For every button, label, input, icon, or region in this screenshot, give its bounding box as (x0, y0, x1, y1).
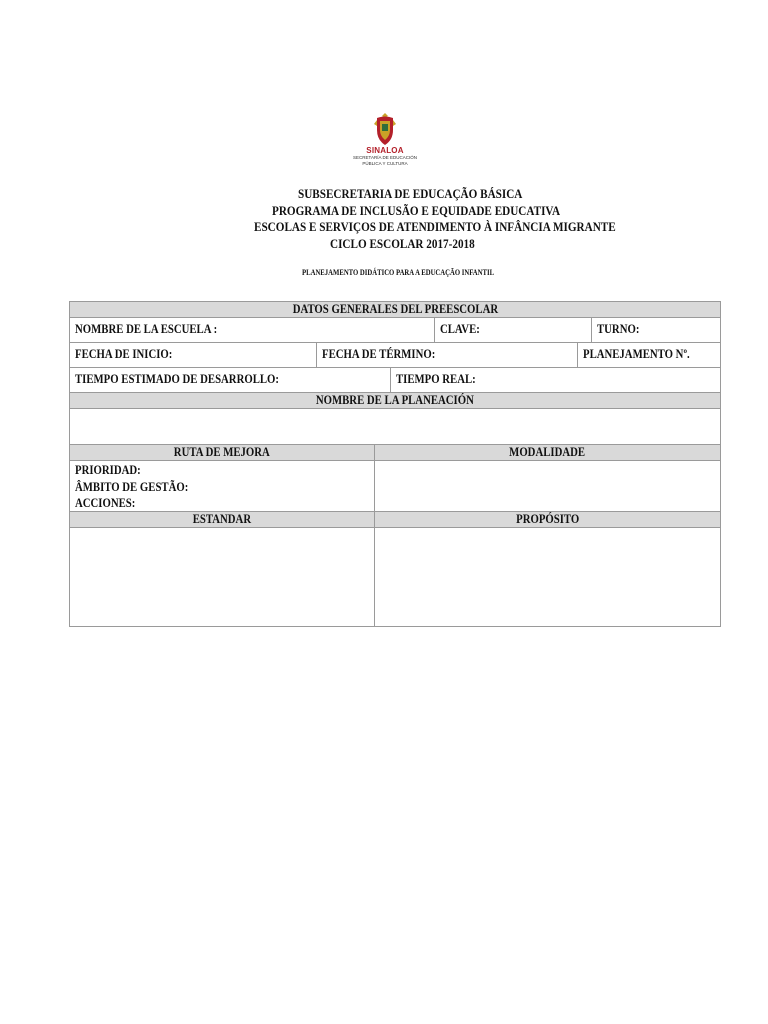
start-date-field[interactable] (69, 342, 317, 368)
document-subtitle: PLANEJAMENTO DIDÁTICO PARA A EDUCAÇÃO INFANTIL (302, 268, 495, 277)
plan-number-label: PLANEJAMENTO Nº. (583, 347, 690, 361)
plan-name-title: NOMBRE DE LA PLANEACIÓN (315, 393, 474, 407)
actions-label: ACCIONES: (75, 496, 136, 510)
route-title: RUTA DE MEJORA (174, 445, 270, 459)
key-label: CLAVE: (440, 322, 480, 336)
real-time-label: TIEMPO REAL: (396, 372, 476, 386)
modality-field[interactable] (374, 460, 721, 512)
school-name-label: NOMBRE DE LA ESCUELA : (75, 322, 218, 336)
estimated-time-label: TIEMPO ESTIMADO DE DESARROLLO: (75, 372, 279, 386)
modality-title: MODALIDADE (509, 445, 586, 459)
plan-name-field[interactable] (69, 408, 721, 445)
standard-title: ESTANDAR (192, 512, 252, 526)
estimated-time-field[interactable] (69, 367, 391, 393)
purpose-field[interactable] (374, 527, 721, 627)
standard-header (69, 511, 375, 528)
route-field[interactable] (69, 460, 375, 512)
route-header (69, 444, 375, 461)
planning-form (69, 301, 721, 627)
management-scope-label: ÂMBITO DE GESTÃO: (75, 479, 189, 494)
header-line-3: ESCOLAS E SERVIÇOS DE ATENDIMENTO À INFÂNCIA MIGRANTE (254, 219, 616, 234)
logo-line-2: PÚBLICA Y CULTURA (362, 160, 408, 166)
key-field[interactable] (434, 317, 592, 343)
header-line-2: PROGRAMA DE INCLUSÃO E EQUIDADE EDUCATIVA (272, 203, 561, 218)
general-data-header (69, 301, 721, 318)
coat-of-arms-icon (372, 112, 398, 146)
sinaloa-logo (342, 112, 428, 182)
end-date-label: FECHA DE TÉRMINO: (322, 347, 436, 361)
priority-label: PRIORIDAD: (75, 463, 141, 477)
real-time-field[interactable] (390, 367, 721, 393)
purpose-title: PROPÓSITO (515, 512, 580, 526)
plan-name-header (69, 392, 721, 409)
plan-number-field[interactable] (577, 342, 721, 368)
school-name-field[interactable] (69, 317, 435, 343)
header-line-4: CICLO ESCOLAR 2017-2018 (330, 236, 475, 251)
logo-line-1: SECRETARÍA DE EDUCACIÓN (353, 155, 417, 160)
header-line-1: SUBSECRETARIA DE EDUCAÇÃO BÁSICA (298, 186, 523, 201)
shift-label: TURNO: (597, 322, 640, 336)
end-date-field[interactable] (316, 342, 578, 368)
logo-name: SINALOA (366, 146, 404, 155)
purpose-header (374, 511, 721, 528)
general-data-title: DATOS GENERALES DEL PREESCOLAR (292, 302, 498, 316)
standard-field[interactable] (69, 527, 375, 627)
shift-field[interactable] (591, 317, 721, 343)
start-date-label: FECHA DE INICIO: (75, 347, 173, 361)
modality-header (374, 444, 721, 461)
